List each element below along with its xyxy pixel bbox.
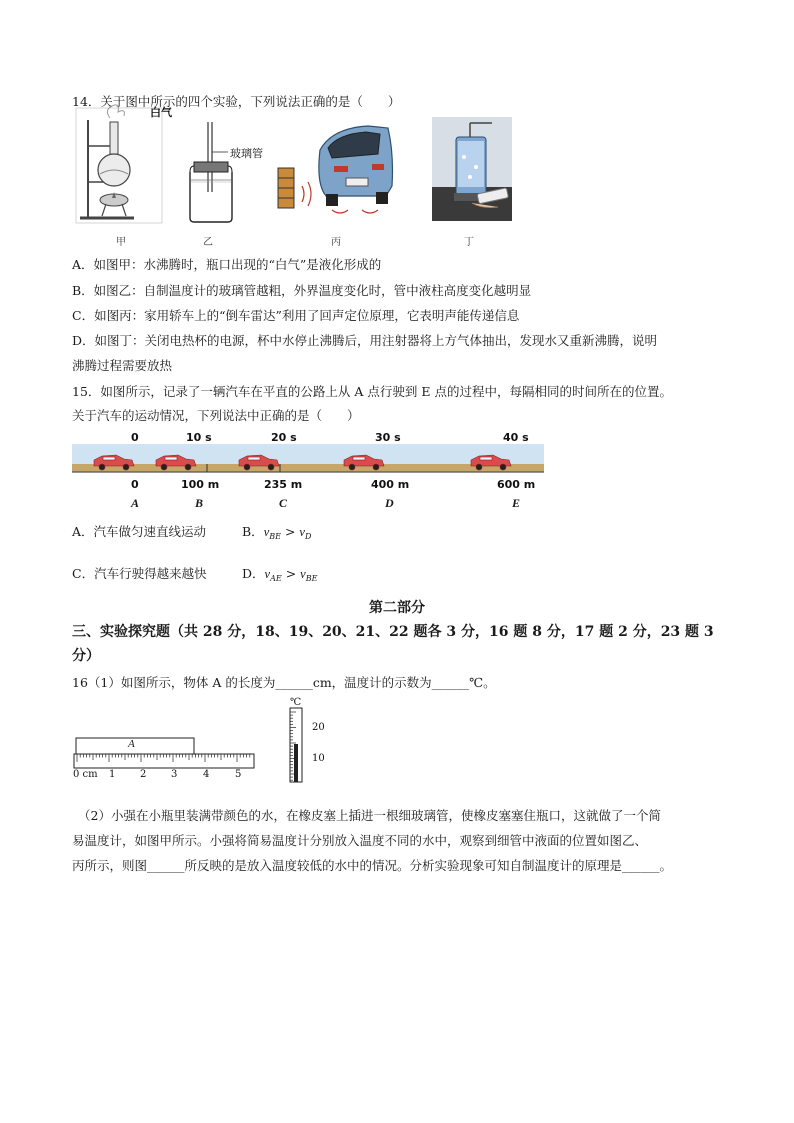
q14-option-b: B．如图乙：自制温度计的玻璃管越粗，外界温度变化时，管中液柱高度变化越明显 bbox=[72, 283, 532, 298]
greater-than: > bbox=[280, 524, 300, 539]
road-point-b: B bbox=[195, 496, 204, 510]
v-symbol: v bbox=[263, 525, 270, 539]
q15-option-d-prefix: D． bbox=[242, 566, 265, 581]
q15-stem-line2: 关于汽车的运动情况，下列说法中正确的是（ ） bbox=[72, 408, 360, 423]
road-time-40s: 40 s bbox=[503, 431, 529, 444]
v-symbol: v bbox=[300, 567, 306, 581]
v-symbol: v bbox=[299, 525, 305, 539]
caption-jia: 甲 bbox=[116, 237, 126, 248]
ruler-tick-4: 4 bbox=[203, 769, 210, 780]
ruler-figure bbox=[72, 736, 256, 782]
sub-d: D bbox=[304, 532, 312, 541]
road-dist-235: 235 m bbox=[264, 478, 303, 491]
thermo-mark-10: 10 bbox=[312, 753, 325, 764]
q15-option-b-prefix: B． bbox=[242, 524, 264, 539]
road-dist-600: 600 m bbox=[497, 478, 536, 491]
ruler-tick-1: 1 bbox=[109, 769, 116, 780]
section-heading-line1: 三、实验探究题（共 28 分，18、19、20、21、22 题各 3 分，16 题 8 分，17 题 2 分，23 题 3 bbox=[72, 624, 714, 640]
road-point-d: D bbox=[385, 496, 394, 510]
greater-than: > bbox=[281, 566, 301, 581]
fig-ding-cup-syringe bbox=[432, 117, 512, 221]
q15-option-d bbox=[242, 565, 317, 588]
ruler-tick-3: 3 bbox=[171, 769, 178, 780]
sub-be: BE bbox=[305, 574, 318, 583]
q16-part2-line2: 易温度计，如图甲所示。小强将简易温度计分别放入温度不同的水中，观察到细管中液面的位置如图乙、 bbox=[72, 833, 648, 848]
caption-yi: 乙 bbox=[203, 237, 213, 248]
road-figure bbox=[72, 444, 544, 476]
v-symbol: v bbox=[264, 567, 271, 581]
q15-option-a: A．汽车做匀速直线运动 bbox=[72, 524, 207, 539]
q14-stem: 14．关于图中所示的四个实验，下列说法正确的是（ ） bbox=[72, 94, 401, 109]
road-point-c: C bbox=[279, 496, 288, 510]
road-time-20s: 20 s bbox=[271, 431, 297, 444]
q16-part2-line3: 丙所示，则图______所反映的是放入温度较低的水中的情况。分析实验现象可知自制温度计的原理是______。 bbox=[72, 858, 673, 873]
q14-option-d-line2: 沸腾过程需要放热 bbox=[72, 358, 173, 373]
road-dist-400: 400 m bbox=[371, 478, 410, 491]
road-dist-0: 0 bbox=[131, 478, 139, 491]
road-point-a: A bbox=[131, 496, 140, 510]
q15-option-b bbox=[242, 523, 311, 546]
sub-be: BE bbox=[269, 532, 281, 541]
fig-yi-bottle bbox=[184, 122, 254, 224]
thermometer-figure bbox=[284, 706, 308, 784]
section-heading-line2: 分） bbox=[72, 648, 100, 664]
road-dist-100: 100 m bbox=[181, 478, 220, 491]
fig-jia-label: 白气 bbox=[150, 106, 172, 119]
ruler-tick-5: 5 bbox=[235, 769, 242, 780]
ruler-tick-2: 2 bbox=[140, 769, 147, 780]
road-point-e: E bbox=[512, 496, 521, 510]
q16-part2-line1: （2）小强在小瓶里装满带颜色的水，在橡皮塞上插进一根细玻璃管，使橡皮塞塞住瓶口，这就做了一个简 bbox=[78, 808, 661, 823]
q16-part1: 16（1）如图所示，物体 A 的长度为______cm，温度计的示数为______℃。 bbox=[72, 675, 496, 690]
q14-option-a: A．如图甲：水沸腾时，瓶口出现的“白气”是液化形成的 bbox=[72, 257, 382, 272]
q14-option-d-line1: D．如图丁：关闭电热杯的电源，杯中水停止沸腾后，用注射器将上方气体抽出，发现水又重新沸腾，说明 bbox=[72, 333, 658, 348]
road-time-30s: 30 s bbox=[375, 431, 401, 444]
part2-title: 第二部分 bbox=[369, 600, 425, 616]
ruler-tick-0: 0 cm bbox=[73, 769, 98, 780]
road-time-10s: 10 s bbox=[186, 431, 212, 444]
ruler-object-a: A bbox=[128, 738, 135, 750]
q14-option-c: C．如图丙：家用轿车上的“倒车雷达”利用了回声定位原理，它表明声能传递信息 bbox=[72, 308, 520, 323]
caption-bing: 丙 bbox=[331, 237, 341, 248]
caption-ding: 丁 bbox=[464, 237, 474, 248]
q15-stem-line1: 15．如图所示，记录了一辆汽车在平直的公路上从 A 点行驶到 E 点的过程中，每隔相同的时间所在的位置。 bbox=[72, 384, 672, 399]
road-time-0: 0 bbox=[131, 431, 139, 444]
thermo-mark-20: 20 bbox=[312, 722, 325, 733]
q15-option-c: C．汽车行驶得越来越快 bbox=[72, 566, 207, 581]
sub-ae: AE bbox=[270, 574, 282, 583]
thermo-unit: ℃ bbox=[290, 697, 302, 708]
fig-yi-label: 玻璃管 bbox=[230, 147, 263, 160]
fig-bing-car-radar bbox=[276, 124, 396, 220]
